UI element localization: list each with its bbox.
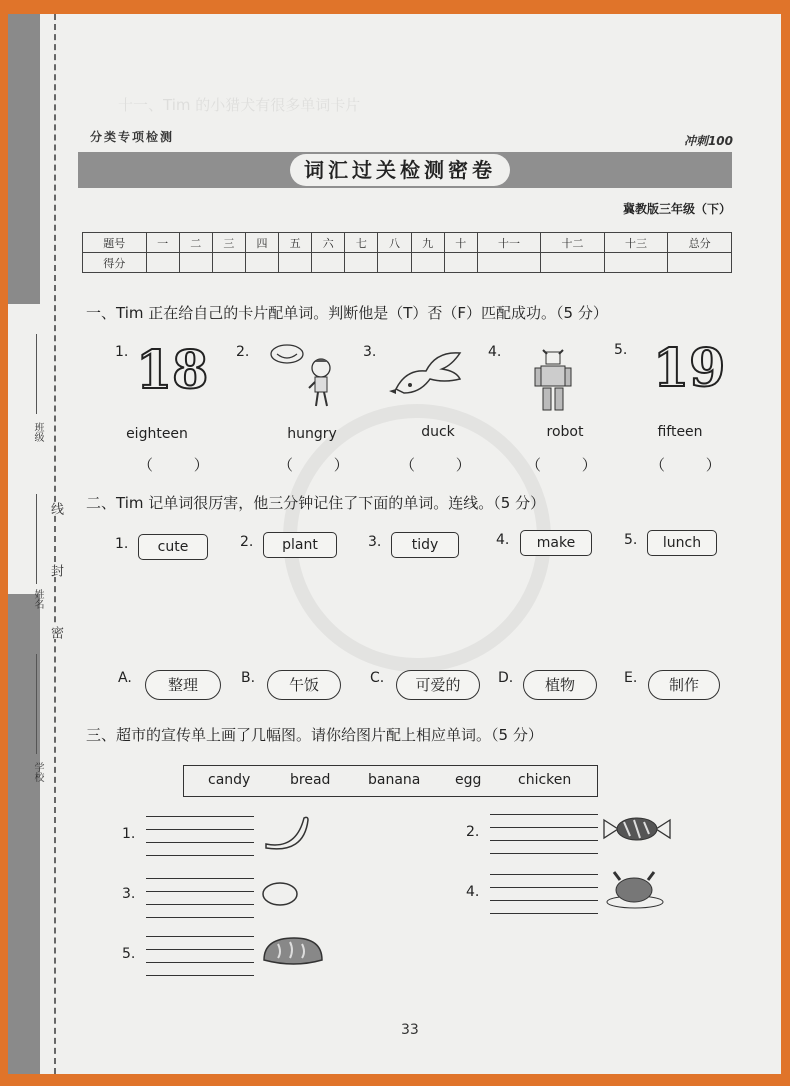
score-cell[interactable] [604,253,668,273]
score-row-label: 得分 [83,253,147,273]
score-header-cell: 十一 [477,233,541,253]
s1-item1-picture: 18 [136,340,209,401]
banana-icon [260,814,310,850]
score-cell[interactable] [477,253,541,273]
meaning-oval-d[interactable]: 植物 [523,670,597,700]
title-banner [78,152,732,188]
score-cell[interactable] [668,253,732,273]
s1-item4-number: 4. [488,344,502,360]
worksheet-page [8,14,781,1074]
s3-item5-write-lines[interactable] [146,924,254,976]
score-header-cell: 四 [245,233,278,253]
s2-meaning-a-letter: A. [118,670,132,686]
score-cell[interactable] [378,253,411,273]
score-table-score-row [83,253,732,273]
s2-meaning-c-letter: C. [370,670,385,686]
candy-icon [602,814,672,844]
s1-item5-number: 5. [614,342,628,358]
seal-char-3: 线 [48,502,63,515]
s1-item5-answer[interactable]: （ ） [650,456,739,474]
s3-item1-write-lines[interactable] [146,804,254,856]
s2-word4-number: 4. [496,532,510,548]
score-header-cell: 五 [279,233,312,253]
s1-item1-answer[interactable]: （ ） [138,456,227,474]
word-card-lunch[interactable]: lunch [647,530,717,556]
s1-item4-answer[interactable]: （ ） [526,456,615,474]
seal-dashed-line [54,14,56,1074]
word-card-plant[interactable]: plant [263,532,337,558]
word-bank-bread: bread [290,772,331,788]
score-header-cell: 六 [312,233,345,253]
score-header-cell: 总分 [668,233,732,253]
word-bank-candy: candy [208,772,251,788]
score-cell[interactable] [212,253,245,273]
name-line [36,494,37,584]
page-number: 33 [401,1022,419,1038]
meaning-oval-e[interactable]: 制作 [648,670,720,700]
score-cell[interactable] [444,253,477,273]
name-label: 姓名 [32,589,43,609]
score-header-cell: 十 [444,233,477,253]
brand-label: 冲刺100 [683,134,733,148]
s1-item5-picture: 19 [653,338,726,399]
word-bank-chicken: chicken [518,772,572,788]
score-cell[interactable] [245,253,278,273]
word-card-tidy[interactable]: tidy [391,532,459,558]
s3-item4-write-lines[interactable] [490,862,598,914]
score-cell[interactable] [345,253,378,273]
section2-title: 二、Tim 记单词很厉害，他三分钟记住了下面的单词。连线。（5 分） [86,494,546,512]
seal-char-2: 封 [48,564,63,577]
s1-item2-word: hungry [287,426,337,442]
class-line [36,334,37,414]
s3-item1-number: 1. [122,826,136,842]
section1-title: 一、Tim 正在给自己的卡片配单词。判断他是（T）否（F）匹配成功。（5 分） [86,304,608,322]
s2-word1-number: 1. [115,536,129,552]
binding-strip [8,14,63,1074]
s3-item2-write-lines[interactable] [490,802,598,854]
s3-item3-number: 3. [122,886,136,902]
s3-item5-number: 5. [122,946,136,962]
score-cell[interactable] [179,253,212,273]
score-header-cell: 十三 [604,233,668,253]
s1-item2-number: 2. [236,344,250,360]
s3-item2-number: 2. [466,824,480,840]
section3-title: 三、超市的宣传单上画了几幅图。请你给图片配上相应单词。（5 分） [86,726,543,744]
word-card-cute[interactable]: cute [138,534,208,560]
bleed-through-text: 十一、Tim 的小猎犬有很多单词卡片 [118,96,361,114]
score-header-cell: 九 [411,233,444,253]
word-bank-box [183,765,598,797]
score-header-cell: 十二 [541,233,605,253]
s1-item5-word: fifteen [657,424,703,440]
score-cell[interactable] [146,253,179,273]
class-label: 班级 [32,422,43,442]
s2-meaning-d-letter: D. [498,670,514,686]
meaning-oval-a[interactable]: 整理 [145,670,221,700]
s1-item3-number: 3. [363,344,377,360]
score-header-cell: 二 [179,233,212,253]
score-cell[interactable] [312,253,345,273]
s1-item3-word: duck [421,424,455,440]
robot-icon [533,346,573,416]
s1-item3-answer[interactable]: （ ） [400,456,489,474]
word-bank-banana: banana [368,772,421,788]
word-card-make[interactable]: make [520,530,592,556]
score-header-cell: 一 [146,233,179,253]
series-label: 分类专项检测 [90,130,175,144]
score-header-cell: 八 [378,233,411,253]
binding-gray-band-top [8,14,40,304]
chicken-icon [604,866,666,910]
score-header-cell: 题号 [83,233,147,253]
hungry-boy-icon [263,340,343,410]
bread-icon [260,934,324,968]
s2-word5-number: 5. [624,532,638,548]
egg-icon [260,880,300,908]
word-bank-egg: egg [455,772,482,788]
score-header-cell: 三 [212,233,245,253]
score-table-header-row [83,233,732,253]
s1-item1-number: 1. [115,344,129,360]
bird-icon [388,349,468,411]
meaning-oval-b[interactable]: 午饭 [267,670,341,700]
edition-label: 冀教版三年级（下） [622,202,731,216]
s3-item4-number: 4. [466,884,480,900]
s2-meaning-e-letter: E. [624,670,638,686]
score-cell[interactable] [411,253,444,273]
s1-item4-word: robot [546,424,584,440]
s1-item2-answer[interactable]: （ ） [278,456,367,474]
meaning-oval-c[interactable]: 可爱的 [396,670,480,700]
s1-item1-word: eighteen [126,426,188,442]
score-table [82,232,732,273]
s3-item3-write-lines[interactable] [146,866,254,918]
s2-meaning-b-letter: B. [241,670,256,686]
score-header-cell: 七 [345,233,378,253]
page-title: 词汇过关检测密卷 [290,154,510,186]
s2-word2-number: 2. [240,534,254,550]
seal-char-1: 密 [48,626,63,639]
school-label: 学校 [32,762,43,782]
score-cell[interactable] [541,253,605,273]
s2-word3-number: 3. [368,534,382,550]
school-line [36,654,37,754]
score-cell[interactable] [279,253,312,273]
